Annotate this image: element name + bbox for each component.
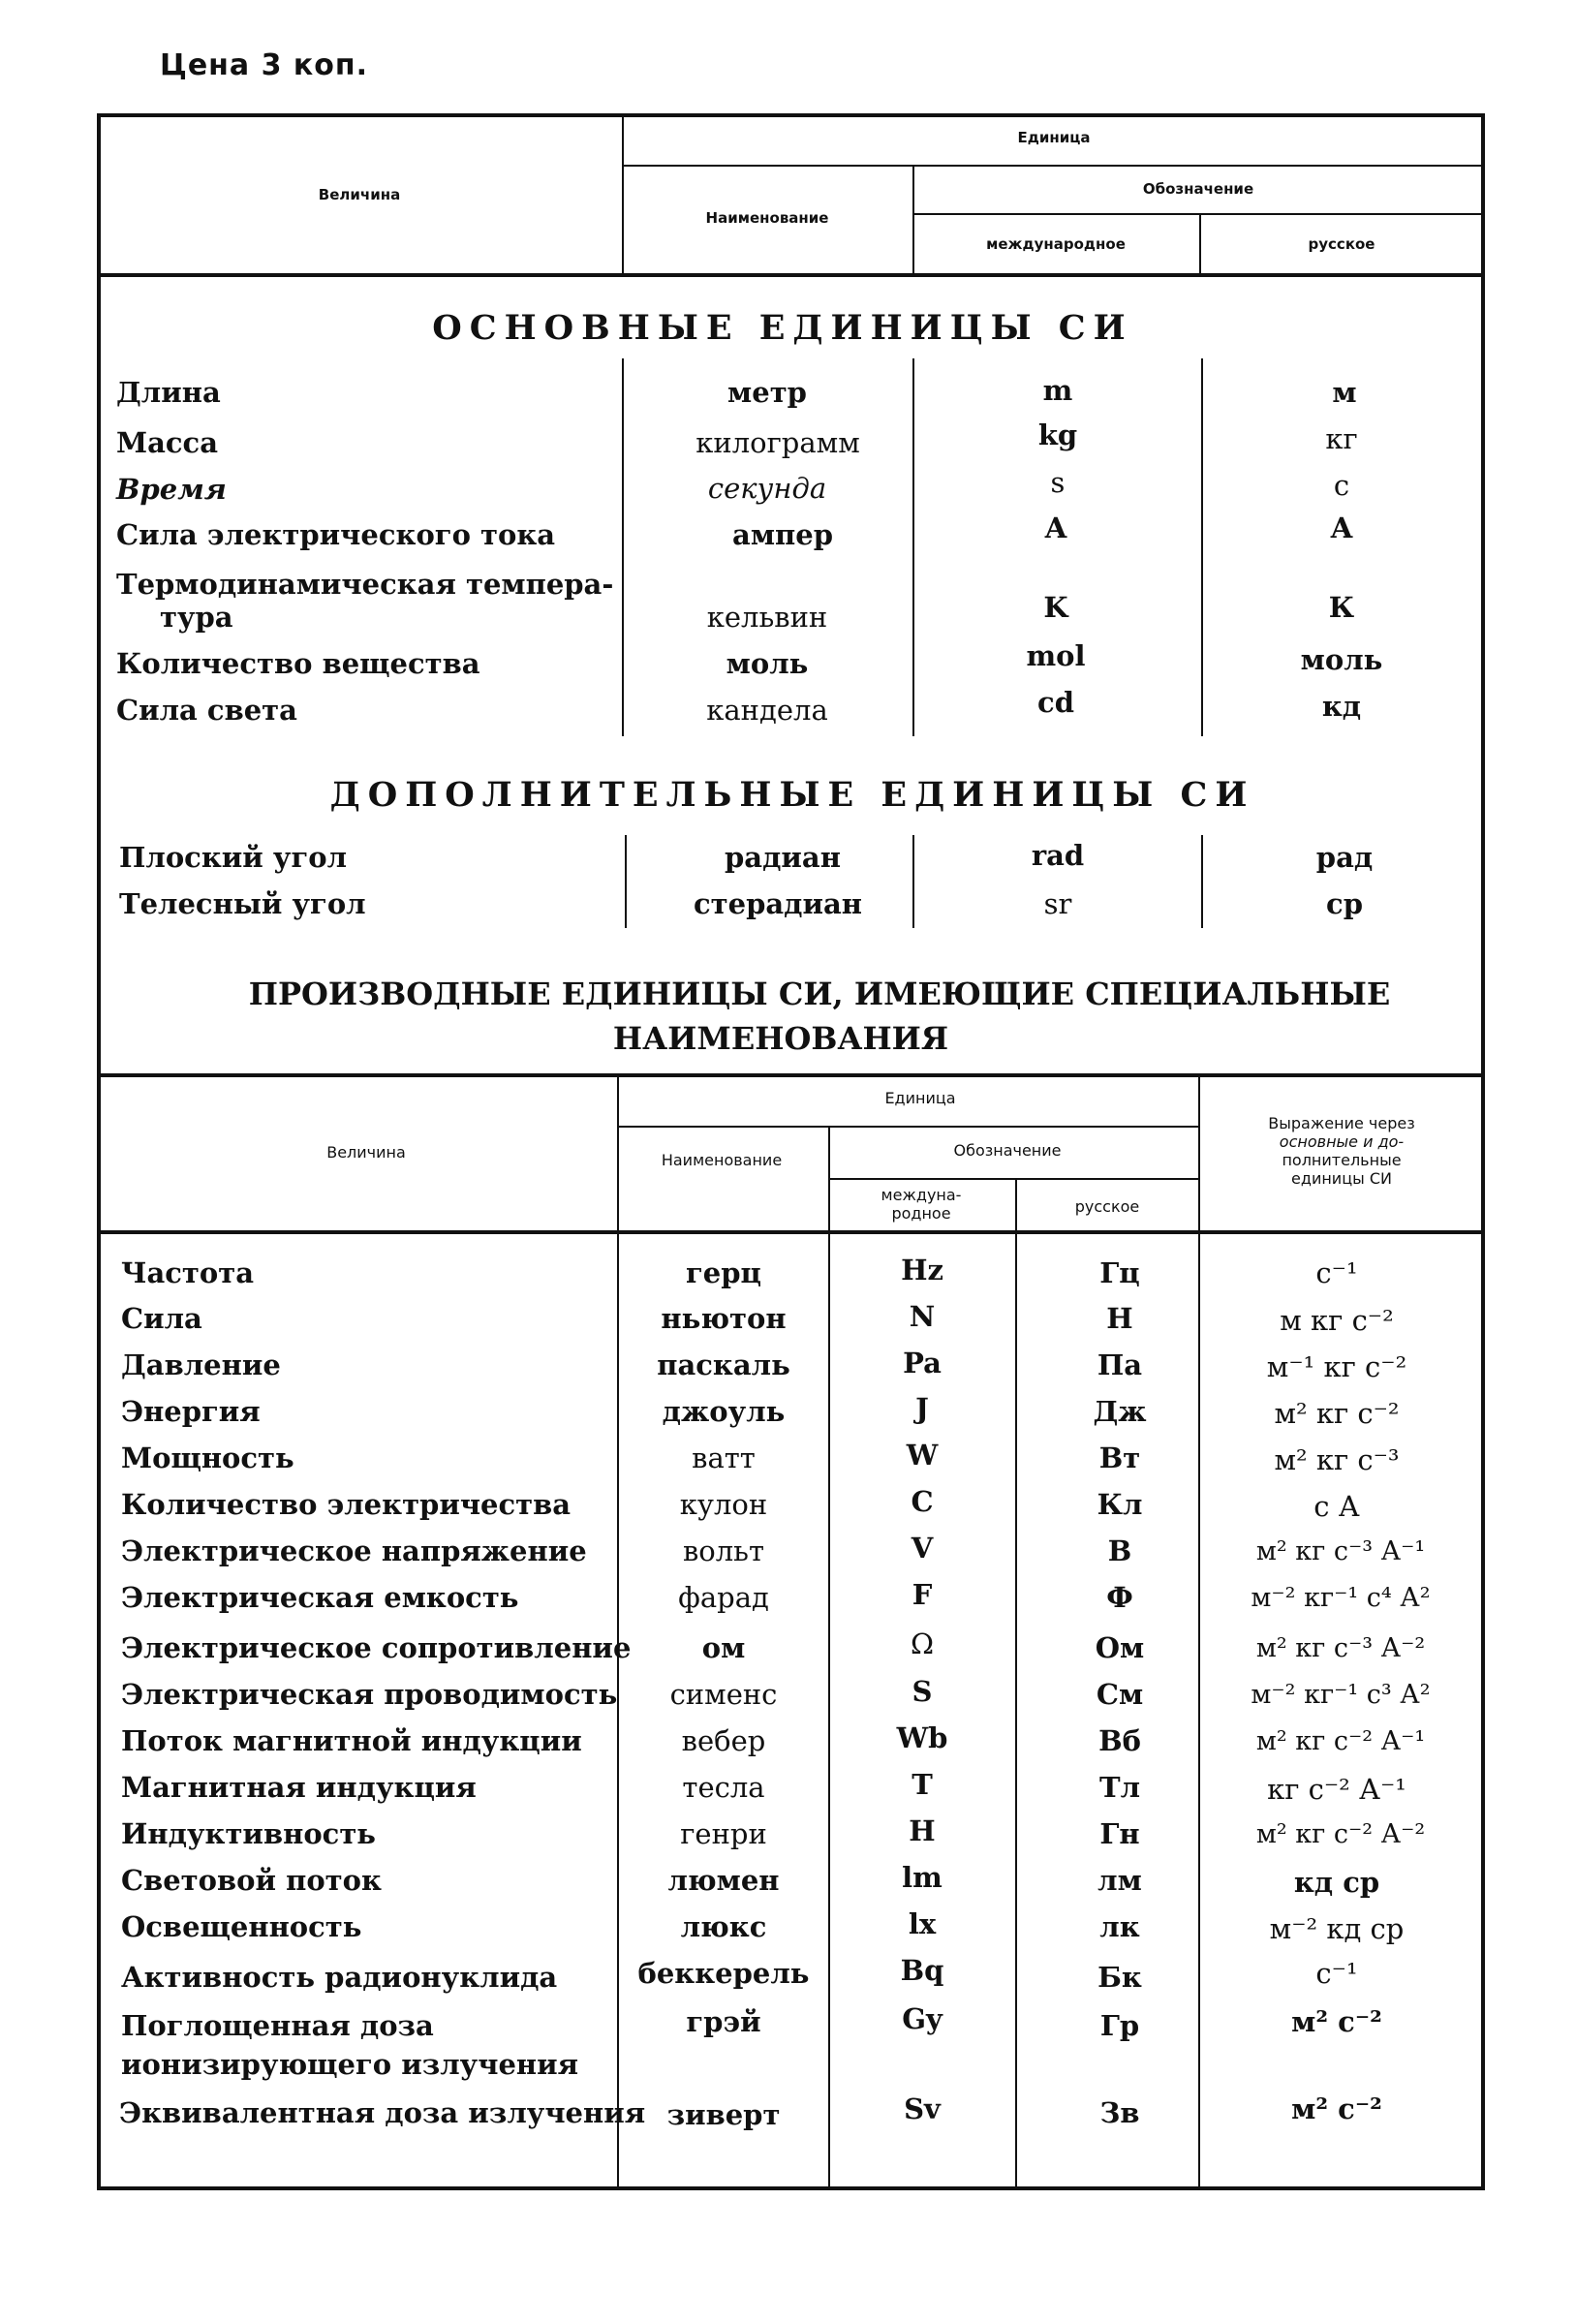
base-quantity: Термодинамическая темпера- [116,568,614,601]
derived-expression: м² кг с⁻³ [1274,1443,1400,1476]
derived-rus: Н [1106,1302,1133,1335]
derived-intl: T [912,1768,933,1801]
header-quantity: Величина [318,186,401,203]
derived-name: генри [680,1817,767,1850]
base-name: кельвин [706,601,828,634]
base-name: килограмм [695,426,860,459]
section-title-base: ОСНОВНЫЕ ЕДИНИЦЫ СИ [432,308,1133,348]
derived-intl: Hz [901,1254,943,1286]
header-international: международное [986,235,1126,253]
derived-intl: lx [908,1907,937,1940]
derived-quantity: Световой поток [121,1864,382,1897]
base-col-divider-2 [912,358,914,736]
derived-intl: Bq [900,1954,944,1987]
derived-quantity: Индуктивность [121,1817,376,1850]
base-intl: m [1042,374,1073,407]
derived-intl: F [912,1578,933,1611]
derived-header-russian: русское [1074,1197,1140,1216]
supp-name: радиан [725,841,841,874]
supp-rus: рад [1315,841,1374,874]
derived-rus: лм [1097,1864,1142,1897]
derived-expression: м² кг с⁻² [1274,1397,1400,1430]
derived-expression: м² кг с⁻² А⁻¹ [1255,1726,1426,1756]
derived-rus: Вб [1098,1724,1141,1757]
base-quantity: Количество вещества [116,647,480,680]
derived-quantity: Частота [121,1256,254,1289]
derived-name: герц [686,1256,761,1289]
derived-rus: Бк [1097,1961,1142,1994]
base-intl: kg [1037,418,1078,451]
supp-col-divider-2 [912,835,914,928]
derived-intl: Gy [902,2002,943,2035]
derived-rus: Кл [1097,1488,1143,1521]
base-rus: К [1328,591,1355,624]
derived-header-expression-line: Выражение через [1268,1114,1415,1132]
derived-intl: Pa [903,1347,942,1379]
derived-intl: J [915,1392,929,1425]
derived-col-divider-4 [1198,1075,1200,2189]
derived-rus: См [1096,1678,1144,1711]
derived-quantity: Электрическая емкость [121,1581,519,1614]
base-name: метр [727,376,807,409]
derived-rus: Ф [1106,1581,1133,1614]
derived-header-top-rule [97,1073,1485,1077]
base-quantity: Масса [116,426,218,459]
derived-name: вольт [682,1534,765,1567]
header-divider-name [912,165,914,275]
supp-quantity: Телесный угол [119,887,366,920]
base-quantity: Длина [116,376,221,409]
derived-header-unit-rule [617,1126,1198,1128]
derived-name: фарад [678,1581,769,1614]
base-rus: с [1333,469,1350,502]
supp-col-divider-1 [625,835,627,928]
price-label: Цена 3 коп. [160,48,369,82]
header-designation: Обозначение [1142,180,1254,198]
derived-name: беккерель [637,1957,810,1990]
base-quantity: Сила света [116,694,297,727]
base-name: моль [726,647,809,680]
derived-quantity: Магнитная индукция [121,1771,477,1804]
section-title-derived-line1: ПРОИЗВОДНЫЕ ЕДИНИЦЫ СИ, ИМЕЮЩИЕ СПЕЦИАЛЬНЫЕ [248,976,1391,1012]
derived-header-name: Наименование [661,1151,783,1169]
derived-expression: м² кг с⁻³ А⁻¹ [1255,1536,1426,1566]
derived-expression: м² с⁻² [1291,2092,1382,2125]
base-intl: s [1050,466,1066,499]
section-title-supplementary: ДОПОЛНИТЕЛЬНЫЕ ЕДИНИЦЫ СИ [329,775,1255,815]
derived-rus: Дж [1093,1395,1147,1428]
base-intl: cd [1037,686,1074,719]
derived-quantity: Активность радионуклида [121,1961,558,1994]
derived-intl: Sv [904,2092,941,2125]
derived-name: грэй [686,2005,761,2038]
base-rus: м [1332,376,1357,409]
derived-rus: Гц [1099,1256,1140,1289]
base-rus: кд [1321,690,1362,723]
derived-rus: Гн [1099,1817,1140,1850]
derived-expression: м⁻² кг⁻¹ с⁴ А² [1251,1583,1431,1613]
section-title-derived-line2: НАИМЕНОВАНИЯ [612,1020,949,1057]
derived-name: вебер [681,1724,766,1757]
derived-name: люмен [667,1864,780,1897]
derived-quantity: Энергия [121,1395,261,1428]
base-intl: mol [1026,639,1086,672]
derived-rus: Ом [1095,1631,1145,1664]
base-intl: K [1043,591,1068,624]
derived-quantity: Поток магнитной индукции [121,1724,582,1757]
derived-header-quantity: Величина [326,1143,406,1162]
derived-col-divider-3 [1015,1180,1017,2189]
derived-header-unit: Единица [884,1089,956,1107]
derived-name: ватт [692,1441,756,1474]
base-rus: А [1330,511,1353,544]
derived-quantity: Количество электричества [121,1488,572,1521]
derived-header-expression-line: единицы СИ [1291,1169,1392,1188]
derived-quantity: Мощность [121,1441,294,1474]
derived-intl: Ω [910,1627,935,1660]
base-name: кандела [706,694,828,727]
base-quantity: Время [116,473,227,506]
header-divider-intl [1199,213,1201,275]
derived-intl: W [906,1439,939,1472]
supp-name: стерадиан [694,887,862,920]
derived-name: тесла [682,1771,765,1804]
derived-name: сименс [669,1678,778,1711]
header-unit: Единица [1017,129,1091,146]
base-quantity-continued: тура [160,601,233,634]
derived-name: джоуль [662,1395,786,1428]
base-name: секунда [707,472,827,505]
derived-header-bottom-rule [97,1230,1485,1234]
derived-name: кулон [679,1488,768,1521]
derived-intl: N [909,1300,936,1333]
derived-intl: C [911,1485,934,1518]
derived-header-designation-rule [828,1178,1198,1180]
header-divider-unit [622,165,1485,167]
base-rus: кг [1325,422,1358,455]
derived-expression: с⁻¹ [1315,1957,1358,1990]
derived-name: ньютон [661,1302,787,1335]
derived-rus: Тл [1098,1771,1141,1804]
derived-rus: лк [1099,1910,1140,1943]
derived-expression: м² с⁻² [1291,2005,1382,2038]
derived-expression: кг с⁻² А⁻¹ [1267,1773,1406,1806]
base-col-divider-3 [1201,358,1203,736]
derived-quantity: Освещенность [121,1910,362,1943]
base-intl: A [1044,511,1067,544]
derived-header-international: междуна-родное [881,1186,962,1223]
derived-name: паскаль [657,1348,790,1381]
header-name: Наименование [705,209,829,227]
derived-quantity: Электрическое сопротивление [121,1631,632,1664]
base-col-divider-1 [622,358,624,736]
derived-quantity-continued: ионизирующего излучения [121,2048,579,2081]
derived-expression: м² кг с⁻³ А⁻² [1255,1633,1426,1663]
base-name: ампер [732,518,833,551]
derived-quantity: Эквивалентная доза излучения [119,2096,646,2129]
header-bottom-rule [97,273,1485,277]
header-divider-quantity [622,113,624,275]
base-quantity: Сила электрического тока [116,518,556,551]
supp-col-divider-3 [1201,835,1203,928]
derived-expression: м кг с⁻² [1280,1304,1394,1337]
derived-expression: кд ср [1293,1866,1380,1899]
derived-quantity: Электрическое напряжение [121,1534,587,1567]
derived-expression: с⁻¹ [1315,1256,1358,1289]
derived-name: ом [701,1631,746,1664]
derived-quantity: Поглощенная доза [121,2009,434,2042]
derived-header-expression-line: полнительные [1282,1151,1402,1169]
derived-rus: Вт [1098,1441,1141,1474]
derived-rus: В [1107,1534,1132,1567]
derived-name: зиверт [666,2098,781,2131]
derived-header-expression-line: основные и до- [1279,1132,1405,1151]
derived-intl: Wb [896,1721,948,1754]
derived-intl: lm [902,1861,943,1894]
derived-rus: Гр [1099,2009,1140,2042]
derived-expression: с А [1313,1490,1360,1523]
derived-rus: Зв [1099,2096,1140,2129]
supp-quantity: Плоский угол [119,841,348,874]
supp-intl: sr [1043,887,1072,920]
derived-rus: Па [1097,1348,1143,1381]
derived-header-designation: Обозначение [953,1141,1062,1160]
header-russian: русское [1308,235,1375,253]
derived-quantity: Давление [121,1348,281,1381]
derived-col-divider-2 [828,1128,830,2189]
derived-quantity: Электрическая проводимость [121,1678,618,1711]
derived-expression: м² кг с⁻² А⁻² [1255,1819,1426,1849]
supp-intl: rad [1031,839,1085,872]
supp-rus: ср [1326,887,1363,920]
derived-expression: м⁻² кг⁻¹ с³ А² [1251,1680,1431,1710]
derived-name: люкс [680,1910,767,1943]
derived-expression: м⁻² кд ср [1269,1912,1405,1945]
derived-intl: H [909,1814,936,1847]
derived-quantity: Сила [121,1302,202,1335]
derived-expression: м⁻¹ кг с⁻² [1266,1350,1407,1383]
derived-intl: S [912,1675,933,1708]
derived-intl: V [911,1532,934,1565]
base-rus: моль [1300,643,1383,676]
